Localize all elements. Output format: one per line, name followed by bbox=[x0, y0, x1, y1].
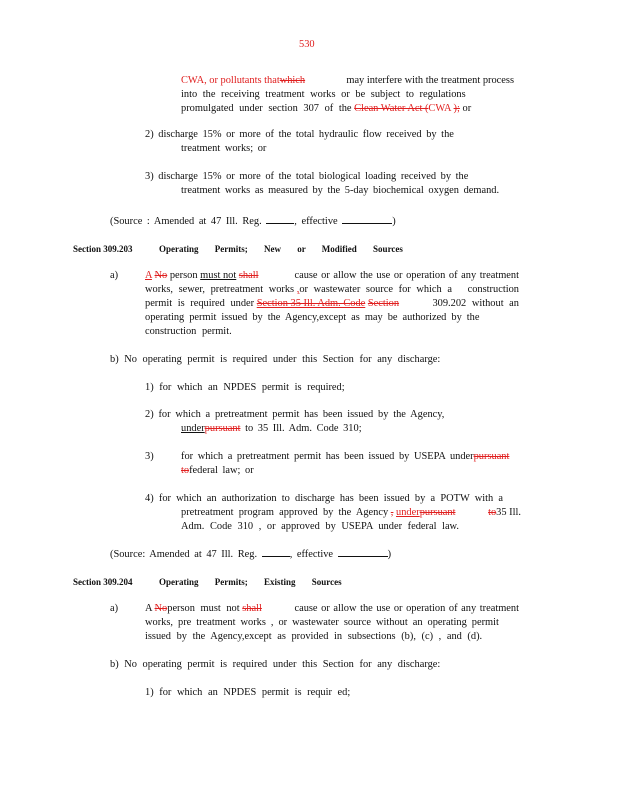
deleted-text: , bbox=[390, 507, 394, 518]
continuation-line-2 bbox=[181, 88, 501, 102]
para-a-line-2: works, pre treatment works , or wastewater source without an operating permit bbox=[145, 617, 499, 628]
item-3-line-2: treatment works as measured by the 5-day biochemical oxygen demand. bbox=[181, 185, 500, 196]
sub-item-4-line-1 bbox=[145, 492, 518, 506]
deleted-text: No bbox=[154, 270, 168, 281]
para-a-line-3: issued by the Agency,except as provided in subsections (b), (c) , and (d). bbox=[145, 631, 483, 642]
text: 4) for which an authorization to discharge has been issued by a POTW with a bbox=[145, 493, 504, 504]
underlined-text: under bbox=[396, 507, 420, 518]
sub-item-3-line-1 bbox=[181, 450, 509, 464]
deleted-text: pursuant bbox=[473, 451, 510, 462]
text: or bbox=[462, 103, 472, 114]
text: works, sewer, pretreatment works bbox=[145, 284, 295, 295]
sub-item-2-line-2 bbox=[181, 422, 362, 436]
para-a-line-5: construction permit. bbox=[145, 326, 232, 337]
page-number: 530 bbox=[299, 39, 315, 50]
para-b: b) No operating permit is required under this Section for any discharge: bbox=[110, 354, 441, 365]
sub-item-3-line-2 bbox=[181, 464, 254, 478]
source-text: ) bbox=[392, 216, 396, 227]
text: federal law; or bbox=[189, 465, 254, 476]
inserted-text: CWA bbox=[428, 103, 451, 114]
deleted-text: which bbox=[279, 75, 306, 86]
text: promulgated under section 307 of the bbox=[181, 103, 352, 114]
text: pretreatment program approved by the Agency bbox=[181, 507, 389, 518]
item-3-line-1: 3) discharge 15% or more of the total biological loading received by the bbox=[145, 171, 469, 182]
source-text: , effective bbox=[294, 216, 338, 227]
source-text: ) bbox=[387, 549, 392, 560]
source-text: (Source: Amended at 47 Ill. Reg. bbox=[110, 549, 258, 560]
section-number: Section 309.204 bbox=[73, 577, 133, 587]
blank-line bbox=[266, 213, 294, 224]
sub-item-2-line-1: 2) for which a pretreatment permit has been issued by the Agency, bbox=[145, 409, 445, 420]
blank-line bbox=[338, 546, 388, 557]
text: person bbox=[169, 270, 198, 281]
text: A bbox=[145, 603, 152, 614]
text: cause or allow the use or operation of any treatment bbox=[294, 270, 519, 281]
deleted-text: to bbox=[181, 465, 190, 476]
deleted-text: ); bbox=[453, 103, 460, 114]
underlined-text: under bbox=[181, 423, 205, 434]
deleted-text: shall bbox=[238, 270, 259, 281]
text: for which a pretreatment permit has been issued by USEPA under bbox=[181, 451, 474, 462]
text: construction bbox=[467, 284, 519, 295]
source-text: , effective bbox=[289, 549, 334, 560]
source-note bbox=[110, 546, 391, 562]
sub-item-4-line-3: Adm. Code 310 , or approved by USEPA under federal law. bbox=[181, 521, 459, 532]
inserted-text: A bbox=[145, 270, 152, 281]
section-number: Section 309.203 bbox=[73, 244, 133, 254]
text: cause or allow the use or operation of any treatment bbox=[294, 603, 519, 614]
blank-line bbox=[262, 546, 290, 557]
deleted-text: Section 35 Ill. Adm. Code bbox=[256, 298, 366, 309]
paragraph-label: a) bbox=[110, 270, 119, 281]
para-a-line-3 bbox=[145, 297, 519, 311]
section-title: Operating Permits; Existing Sources bbox=[159, 577, 342, 587]
text: person must not bbox=[167, 603, 240, 614]
underlined-text: must not bbox=[200, 270, 237, 281]
sub-item-1: 1) for which an NPDES permit is required; bbox=[145, 382, 345, 393]
para-a-line-1 bbox=[145, 602, 519, 616]
continuation-line-3 bbox=[181, 102, 471, 116]
deleted-text: to bbox=[488, 507, 497, 518]
deleted-text: No bbox=[154, 603, 168, 614]
source-text: (Source : Amended at 47 Ill. Reg. bbox=[110, 216, 262, 227]
para-a-line-4: operating permit issued by the Agency,except as may be authorized by the bbox=[145, 312, 480, 323]
deleted-text: Clean Water Act ( bbox=[354, 103, 429, 114]
blank-line bbox=[342, 213, 392, 224]
paragraph-label: a) bbox=[110, 603, 119, 614]
para-a-line-2 bbox=[145, 283, 519, 297]
text: 35 Ill. bbox=[496, 507, 521, 518]
inserted-text: , bbox=[296, 284, 300, 295]
continuation-line-1 bbox=[181, 74, 514, 88]
text: 309.202 without an bbox=[432, 298, 519, 309]
sub-item-4-line-2 bbox=[181, 506, 521, 520]
text: to 35 Ill. Adm. Code 310; bbox=[245, 423, 362, 434]
text: or wastewater source for which a bbox=[299, 284, 452, 295]
sub-item-3-label: 3) bbox=[145, 451, 154, 462]
source-note bbox=[110, 213, 396, 229]
deleted-text: shall bbox=[242, 603, 262, 614]
para-a-line-1 bbox=[145, 269, 519, 283]
para-b: b) No operating permit is required under this Section for any discharge: bbox=[110, 659, 441, 670]
item-2-line-1: 2) discharge 15% or more of the total hydraulic flow received by the bbox=[145, 129, 454, 140]
text: may interfere with the treatment process bbox=[346, 75, 514, 86]
deleted-text: Section bbox=[367, 298, 400, 309]
text: permit is required under bbox=[145, 298, 255, 309]
sub-item-1: 1) for which an NPDES permit is requir ed; bbox=[145, 687, 351, 698]
deleted-text: pursuant bbox=[204, 423, 241, 434]
deleted-text: pursuant bbox=[419, 507, 456, 518]
inserted-text: CWA, or pollutants that bbox=[181, 75, 280, 86]
item-2-line-2: treatment works; or bbox=[181, 143, 267, 154]
text: into the receiving treatment works or be subject to regulations bbox=[181, 89, 466, 100]
section-title: Operating Permits; New or Modified Sources bbox=[159, 244, 403, 254]
